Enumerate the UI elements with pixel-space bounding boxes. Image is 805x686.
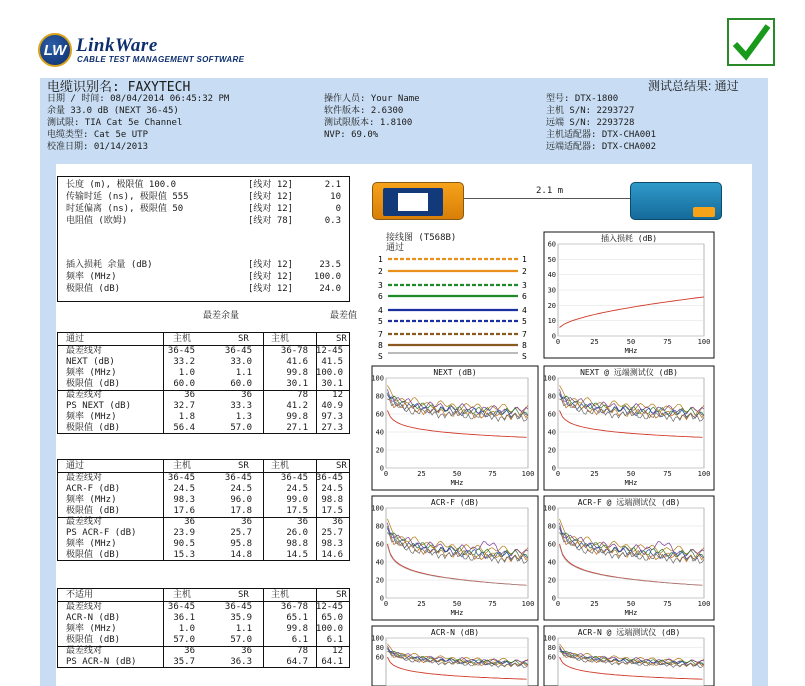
table-cell: 23.9 (173, 528, 195, 538)
x-tick-label: 50 (626, 338, 636, 346)
table-cell: 78 (297, 646, 308, 656)
worst-margin-label: 最差余量 (203, 311, 240, 321)
chart-title: ACR-N @ 远端测试仪 (dB) (577, 628, 681, 637)
y-tick-label: 10 (547, 317, 556, 326)
y-tick-label: 20 (547, 301, 556, 310)
y-tick-label: 100 (543, 634, 556, 643)
summary-row: 时延偏离 (ns), 极限值 50 [线对 12] 0 (66, 204, 341, 214)
chart-title: ACR-N (dB) (430, 628, 480, 637)
table-cell: 33.2 (173, 357, 195, 367)
x-tick-label: 75 (488, 600, 497, 608)
table-header-cell: 主机 (173, 461, 192, 471)
table-cell: 36-45 (315, 473, 343, 483)
table-cell: 36-78 (280, 602, 308, 612)
y-tick-label: 40 (547, 271, 556, 280)
info-operator: 操作人员: Your Name (324, 94, 420, 104)
wiremap-pin-left: 2 (378, 267, 383, 276)
table-cell: 24.5 (286, 484, 308, 494)
table-header-cell: SR (238, 590, 249, 600)
row-label: 极限值 (dB) (66, 423, 121, 433)
table-cell: 100.0 (315, 368, 343, 378)
x-tick-label: 100 (697, 338, 711, 346)
row-label: 极限值 (dB) (66, 379, 121, 389)
linkware-logo-badge: LW (38, 33, 72, 67)
row-label: 频率 (MHz) (66, 539, 117, 549)
table-cell: 6.1 (326, 635, 343, 645)
table-cell: 1.1 (235, 368, 252, 378)
y-tick-label: 60 (547, 240, 556, 249)
y-tick-label: 60 (375, 540, 384, 549)
x-axis-label: MHz (624, 609, 638, 617)
chart-title: ACR-F @ 远端测试仪 (dB) (577, 498, 681, 507)
row-label: ACR-N (dB) (66, 613, 121, 623)
table-cell: 36-45 (280, 473, 308, 483)
info-calibration: 校准日期: 01/14/2013 (47, 142, 149, 152)
info-limit: 测试限: TIA Cat 5e Channel (47, 118, 183, 128)
x-tick-label: 0 (555, 338, 561, 346)
worst-value-label: 最差值 (330, 311, 358, 321)
y-tick-label: 40 (547, 428, 556, 437)
table-header-cell: 主机 (173, 590, 192, 600)
table-cell: 36-45 (224, 346, 252, 356)
y-tick-label: 100 (543, 374, 556, 383)
table-cell: 36-45 (224, 602, 252, 612)
chart-title: NEXT (dB) (433, 368, 477, 377)
x-axis-label: MHz (450, 479, 464, 487)
y-tick-label: 0 (551, 332, 556, 341)
y-tick-label: 0 (379, 464, 384, 473)
x-axis-label: MHz (624, 347, 638, 355)
row-label: 频率 (MHz) (66, 412, 117, 422)
table-cell: 40.9 (321, 401, 343, 411)
wiremap-pin-right: 7 (522, 330, 527, 339)
row-label: 极限值 (dB) (66, 550, 121, 560)
y-tick-label: 60 (547, 410, 556, 419)
table-cell: 26.0 (286, 528, 308, 538)
y-tick-label: 0 (551, 594, 556, 603)
x-tick-label: 25 (417, 600, 426, 608)
y-tick-label: 40 (547, 558, 556, 567)
table-cell: 99.0 (286, 495, 308, 505)
wiremap-pin-left: 5 (378, 317, 383, 326)
logo-title: LinkWare (76, 35, 158, 56)
table-cell: 41.5 (321, 357, 343, 367)
info-margin: 余量 33.0 dB (NEXT 36-45) (47, 106, 179, 116)
table-status: 通过 (66, 461, 85, 471)
table-cell: 35.9 (230, 613, 252, 623)
y-tick-label: 100 (371, 504, 384, 513)
table-cell: 1.3 (235, 412, 252, 422)
x-tick-label: 50 (626, 470, 636, 478)
table-cell: 12 (332, 646, 343, 656)
table-cell: 56.4 (173, 423, 195, 433)
y-tick-label: 80 (547, 392, 556, 401)
table-cell: 24.5 (230, 484, 252, 494)
info-remote-sn: 远端 S/N: 2293728 (546, 118, 635, 128)
table-status: 不适用 (66, 590, 94, 600)
table-cell: 12-45 (315, 346, 343, 356)
table-cell: 78 (297, 390, 308, 400)
info-software: 软件版本: 2.6300 (324, 106, 404, 116)
table-cell: 65.1 (286, 613, 308, 623)
wiremap-pin-left: 4 (378, 306, 383, 315)
x-tick-label: 0 (555, 600, 561, 608)
y-tick-label: 20 (375, 576, 384, 585)
table-cell: 36-45 (167, 473, 195, 483)
wiremap-pin-right: 8 (522, 341, 527, 350)
table-cell: 36 (241, 646, 252, 656)
table-cell: 1.0 (178, 368, 195, 378)
table-cell: 41.6 (286, 357, 308, 367)
row-label: 最差线对 (66, 390, 103, 400)
table-cell: 90.5 (173, 539, 195, 549)
x-tick-label: 75 (663, 338, 672, 346)
wiremap-pin-left: 7 (378, 330, 383, 339)
table-cell: 36.1 (173, 613, 195, 623)
x-tick-label: 25 (417, 470, 426, 478)
table-cell: 99.8 (286, 368, 308, 378)
y-tick-label: 80 (375, 644, 384, 653)
table-cell: 36-78 (280, 346, 308, 356)
table-cell: 17.5 (321, 506, 343, 516)
y-tick-label: 0 (379, 594, 384, 603)
summary-row: 传输时延 (ns), 极限值 555 [线对 12] 10 (66, 192, 341, 202)
y-tick-label: 100 (371, 374, 384, 383)
table-cell: 95.8 (230, 539, 252, 549)
y-tick-label: 30 (547, 286, 556, 295)
x-tick-label: 25 (590, 470, 599, 478)
table-cell: 36 (332, 517, 343, 527)
table-cell: 1.1 (235, 624, 252, 634)
table-cell: 36 (241, 390, 252, 400)
row-label: 极限值 (dB) (66, 635, 121, 645)
x-tick-label: 50 (626, 600, 636, 608)
table-cell: 36 (184, 390, 195, 400)
wiremap-title: 接线图 (T568B) (386, 233, 457, 243)
table-cell: 98.8 (286, 539, 308, 549)
table-cell: 33.3 (230, 401, 252, 411)
table-cell: 96.0 (230, 495, 252, 505)
table-cell: 15.3 (173, 550, 195, 560)
wiremap-pin-right: 1 (522, 255, 527, 264)
wiremap-pin-right: S (522, 352, 527, 361)
row-label: ACR-F (dB) (66, 484, 121, 494)
row-label: NEXT (dB) (66, 357, 115, 367)
overall-result: 测试总结果: 通过 (648, 79, 739, 93)
table-cell: 60.0 (173, 379, 195, 389)
row-label: PS ACR-N (dB) (66, 657, 137, 667)
x-tick-label: 25 (590, 600, 599, 608)
table-cell: 14.6 (321, 550, 343, 560)
wiremap-pin-left: S (378, 352, 383, 361)
table-cell: 41.2 (286, 401, 308, 411)
y-tick-label: 40 (375, 558, 384, 567)
table-cell: 60.0 (230, 379, 252, 389)
x-tick-label: 0 (383, 600, 389, 608)
table-header-cell: SR (238, 334, 249, 344)
table-header-cell: SR (336, 590, 347, 600)
table-cell: 25.7 (230, 528, 252, 538)
table-cell: 98.3 (173, 495, 195, 505)
logo-subtitle: CABLE TEST MANAGEMENT SOFTWARE (77, 55, 245, 64)
y-tick-label: 60 (375, 410, 384, 419)
table-cell: 27.1 (286, 423, 308, 433)
table-cell: 98.3 (321, 539, 343, 549)
summary-row: 插入损耗 余量 (dB) [线对 12] 23.5 (66, 260, 341, 270)
cable-length: 2.1 m (536, 186, 564, 196)
x-axis-label: MHz (450, 609, 464, 617)
row-label: PS ACR-F (dB) (66, 528, 137, 538)
info-model: 型号: DTX-1800 (546, 94, 619, 104)
summary-row: 频率 (MHz) [线对 12] 100.0 (66, 272, 341, 282)
x-tick-label: 100 (697, 600, 711, 608)
x-axis-label: MHz (624, 479, 638, 487)
wiremap-pin-right: 6 (522, 292, 527, 301)
table-cell: 36 (184, 646, 195, 656)
wiremap-pin-right: 3 (522, 281, 527, 290)
table-cell: 1.0 (178, 624, 195, 634)
y-tick-label: 20 (375, 446, 384, 455)
table-cell: 17.6 (173, 506, 195, 516)
wiremap-pin-right: 5 (522, 317, 527, 326)
table-cell: 99.8 (286, 412, 308, 422)
chart-title: ACR-F (dB) (430, 498, 480, 507)
y-tick-label: 40 (375, 428, 384, 437)
y-tick-label: 0 (551, 464, 556, 473)
table-cell: 36-45 (167, 602, 195, 612)
x-tick-label: 75 (663, 600, 672, 608)
table-header-cell: 主机 (271, 461, 290, 471)
y-tick-label: 80 (375, 522, 384, 531)
table-cell: 36 (184, 517, 195, 527)
wiremap-pin-right: 2 (522, 267, 527, 276)
y-tick-label: 60 (375, 653, 384, 662)
table-cell: 30.1 (286, 379, 308, 389)
row-label: 最差线对 (66, 346, 103, 356)
info-limit-version: 测试限版本: 1.8100 (324, 118, 413, 128)
table-cell: 30.1 (321, 379, 343, 389)
table-cell: 36-45 (167, 346, 195, 356)
table-cell: 17.5 (286, 506, 308, 516)
table-cell: 57.0 (173, 635, 195, 645)
row-label: 频率 (MHz) (66, 368, 117, 378)
table-header-cell: 主机 (173, 334, 192, 344)
x-tick-label: 0 (383, 470, 389, 478)
table-cell: 6.1 (291, 635, 308, 645)
row-label: 频率 (MHz) (66, 495, 117, 505)
table-cell: 97.3 (321, 412, 343, 422)
x-tick-label: 100 (521, 470, 535, 478)
x-tick-label: 75 (663, 470, 672, 478)
chart-title: 插入损耗 (dB) (600, 234, 658, 243)
table-cell: 27.3 (321, 423, 343, 433)
x-tick-label: 0 (555, 470, 561, 478)
row-label: 频率 (MHz) (66, 624, 117, 634)
info-datetime: 日期 / 时间: 08/04/2014 06:45:32 PM (47, 94, 230, 104)
wiremap-pin-left: 1 (378, 255, 383, 264)
x-tick-label: 50 (452, 470, 462, 478)
chart-title: NEXT @ 远端测试仪 (dB) (580, 368, 678, 377)
wiremap-status: 通过 (386, 243, 405, 253)
table-cell: 24.5 (173, 484, 195, 494)
table-cell: 57.0 (230, 635, 252, 645)
y-tick-label: 100 (543, 504, 556, 513)
table-cell: 36.3 (230, 657, 252, 667)
table-cell: 65.0 (321, 613, 343, 623)
row-label: 极限值 (dB) (66, 506, 121, 516)
table-header-cell: 主机 (271, 590, 290, 600)
row-label: 最差线对 (66, 473, 103, 483)
x-tick-label: 100 (697, 470, 711, 478)
y-tick-label: 100 (371, 634, 384, 643)
table-cell: 98.8 (321, 495, 343, 505)
x-tick-label: 75 (488, 470, 497, 478)
wiremap-pin-left: 3 (378, 281, 383, 290)
y-tick-label: 20 (547, 576, 556, 585)
y-tick-label: 60 (547, 653, 556, 662)
plot-area (558, 378, 704, 468)
table-header-cell: SR (238, 461, 249, 471)
row-label: 最差线对 (66, 646, 103, 656)
table-cell: 1.8 (178, 412, 195, 422)
table-cell: 12 (332, 390, 343, 400)
info-remote-adapter: 远端适配器: DTX-CHA002 (546, 142, 657, 152)
y-tick-label: 80 (547, 644, 556, 653)
table-status: 通过 (66, 334, 85, 344)
info-cable-type: 电缆类型: Cat 5e UTP (47, 130, 149, 140)
summary-row: 极限值 (dB) [线对 12] 24.0 (66, 284, 341, 294)
summary-row: 电阻值 (欧姆) [线对 78] 0.3 (66, 216, 341, 226)
table-cell: 99.8 (286, 624, 308, 634)
table-cell: 32.7 (173, 401, 195, 411)
x-tick-label: 25 (590, 338, 599, 346)
y-tick-label: 20 (547, 446, 556, 455)
table-cell: 12-45 (315, 602, 343, 612)
table-cell: 64.7 (286, 657, 308, 667)
y-tick-label: 60 (547, 540, 556, 549)
table-cell: 100.0 (315, 624, 343, 634)
info-main-sn: 主机 S/N: 2293727 (546, 106, 635, 116)
row-label: 最差线对 (66, 602, 103, 612)
plot-area (386, 378, 528, 468)
y-tick-label: 80 (375, 392, 384, 401)
cable-id: 电缆识别名: FAXYTECH (47, 80, 191, 95)
summary-row: 长度 (m), 极限值 100.0 [线对 12] 2.1 (66, 180, 341, 190)
table-header-cell: 主机 (271, 334, 290, 344)
table-cell: 35.7 (173, 657, 195, 667)
wiremap-pin-left: 8 (378, 341, 383, 350)
table-cell: 25.7 (321, 528, 343, 538)
wiremap-pin-left: 6 (378, 292, 383, 301)
table-cell: 33.0 (230, 357, 252, 367)
row-label: PS NEXT (dB) (66, 401, 132, 411)
table-cell: 57.0 (230, 423, 252, 433)
table-header-cell: SR (336, 461, 347, 471)
table-cell: 14.8 (230, 550, 252, 560)
info-nvp: NVP: 69.0% (324, 130, 379, 140)
table-cell: 36 (241, 517, 252, 527)
info-main-adapter: 主机适配器: DTX-CHA001 (546, 130, 657, 140)
table-cell: 36-45 (224, 473, 252, 483)
table-cell: 17.8 (230, 506, 252, 516)
x-tick-label: 100 (521, 600, 535, 608)
table-cell: 36 (297, 517, 308, 527)
table-cell: 24.5 (321, 484, 343, 494)
x-tick-label: 50 (452, 600, 462, 608)
row-label: 最差线对 (66, 517, 103, 527)
table-header-cell: SR (336, 334, 347, 344)
y-tick-label: 80 (547, 522, 556, 531)
table-cell: 64.1 (321, 657, 343, 667)
table-cell: 14.5 (286, 550, 308, 560)
wiremap-pin-right: 4 (522, 306, 527, 315)
y-tick-label: 50 (547, 255, 556, 264)
